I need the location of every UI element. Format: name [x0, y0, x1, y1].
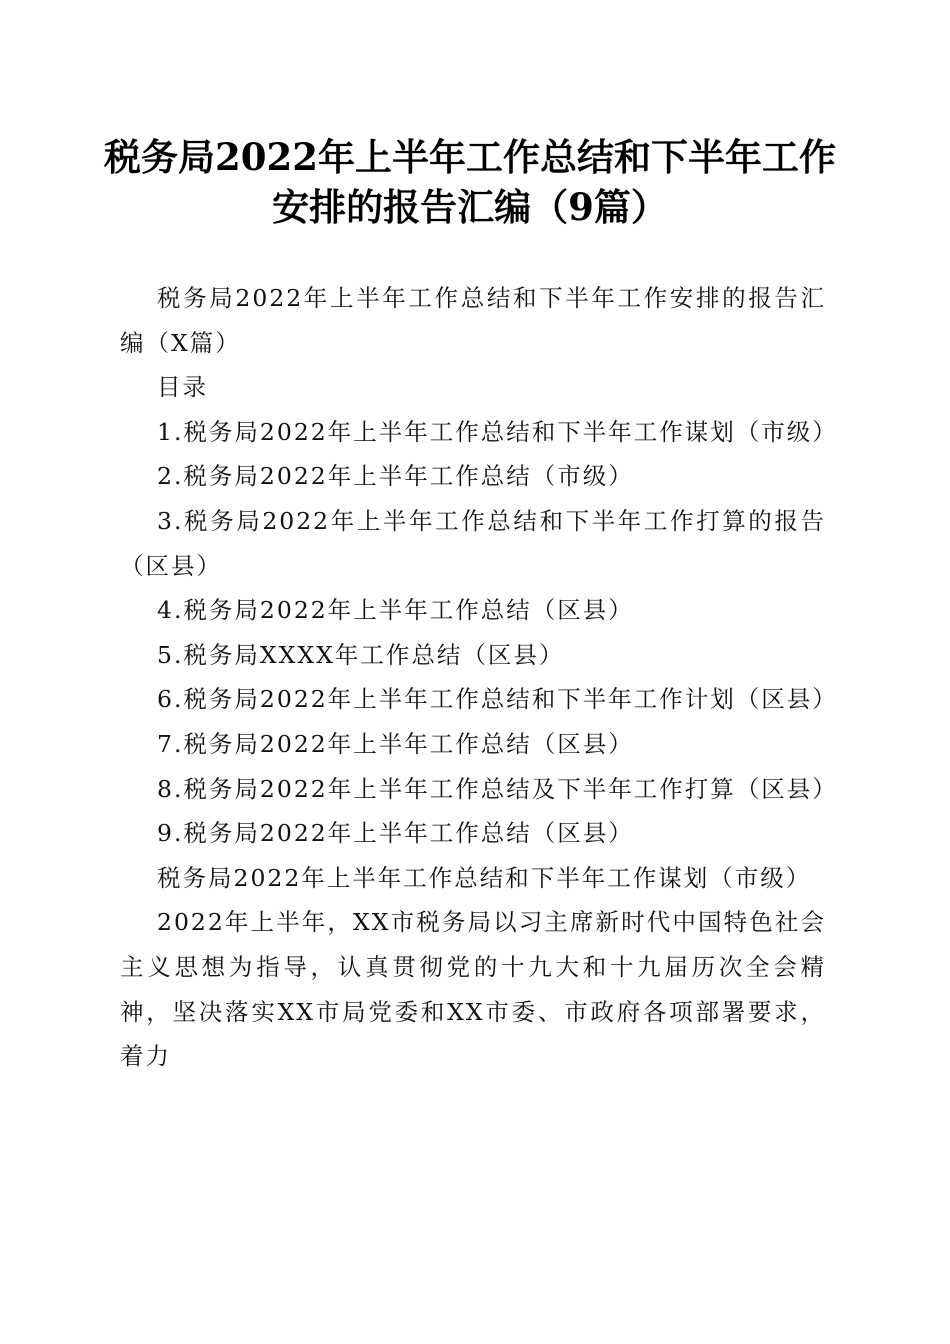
paragraph-collection-title: 税务局2022年上半年工作总结和下半年工作安排的报告汇编（X篇） [120, 284, 826, 357]
toc-item-4: 4.税务局2022年上半年工作总结（区县） [157, 596, 634, 625]
document-body [120, 276, 838, 1079]
toc-item-1: 1.税务局2022年上半年工作总结和下半年工作谋划（市级） [157, 417, 838, 446]
toc-item-3: 3.税务局2022年上半年工作总结和下半年工作打算的报告（区县） [120, 506, 826, 580]
title-line-1: 税务局2022年上半年工作总结和下半年工作 [104, 135, 836, 179]
toc-item-7: 7.税务局2022年上半年工作总结（区县） [157, 729, 634, 758]
toc-item-6: 6.税务局2022年上半年工作总结和下半年工作计划（区县） [157, 685, 838, 714]
toc-item-8: 8.税务局2022年上半年工作总结及下半年工作打算（区县） [157, 774, 838, 803]
toc-item-2: 2.税务局2022年上半年工作总结（市级） [157, 462, 634, 491]
section-heading-1: 税务局2022年上半年工作总结和下半年工作谋划（市级） [157, 863, 812, 892]
document-title [100, 132, 840, 232]
title-line-2: 安排的报告汇编（9篇） [272, 185, 668, 229]
toc-item-5: 5.税务局XXXX年工作总结（区县） [157, 640, 565, 669]
paragraph-toc-heading: 目录 [157, 373, 208, 402]
toc-item-9: 9.税务局2022年上半年工作总结（区县） [157, 819, 634, 848]
section-1-paragraph-1: 2022年上半年，XX市税务局以习主席新时代中国特色社会主义思想为指导，认真贯彻党的十九大和十九届历次全会精神，坚决落实XX市局党委和XX市委、市政府各项部署要求，着力 [120, 908, 826, 1071]
